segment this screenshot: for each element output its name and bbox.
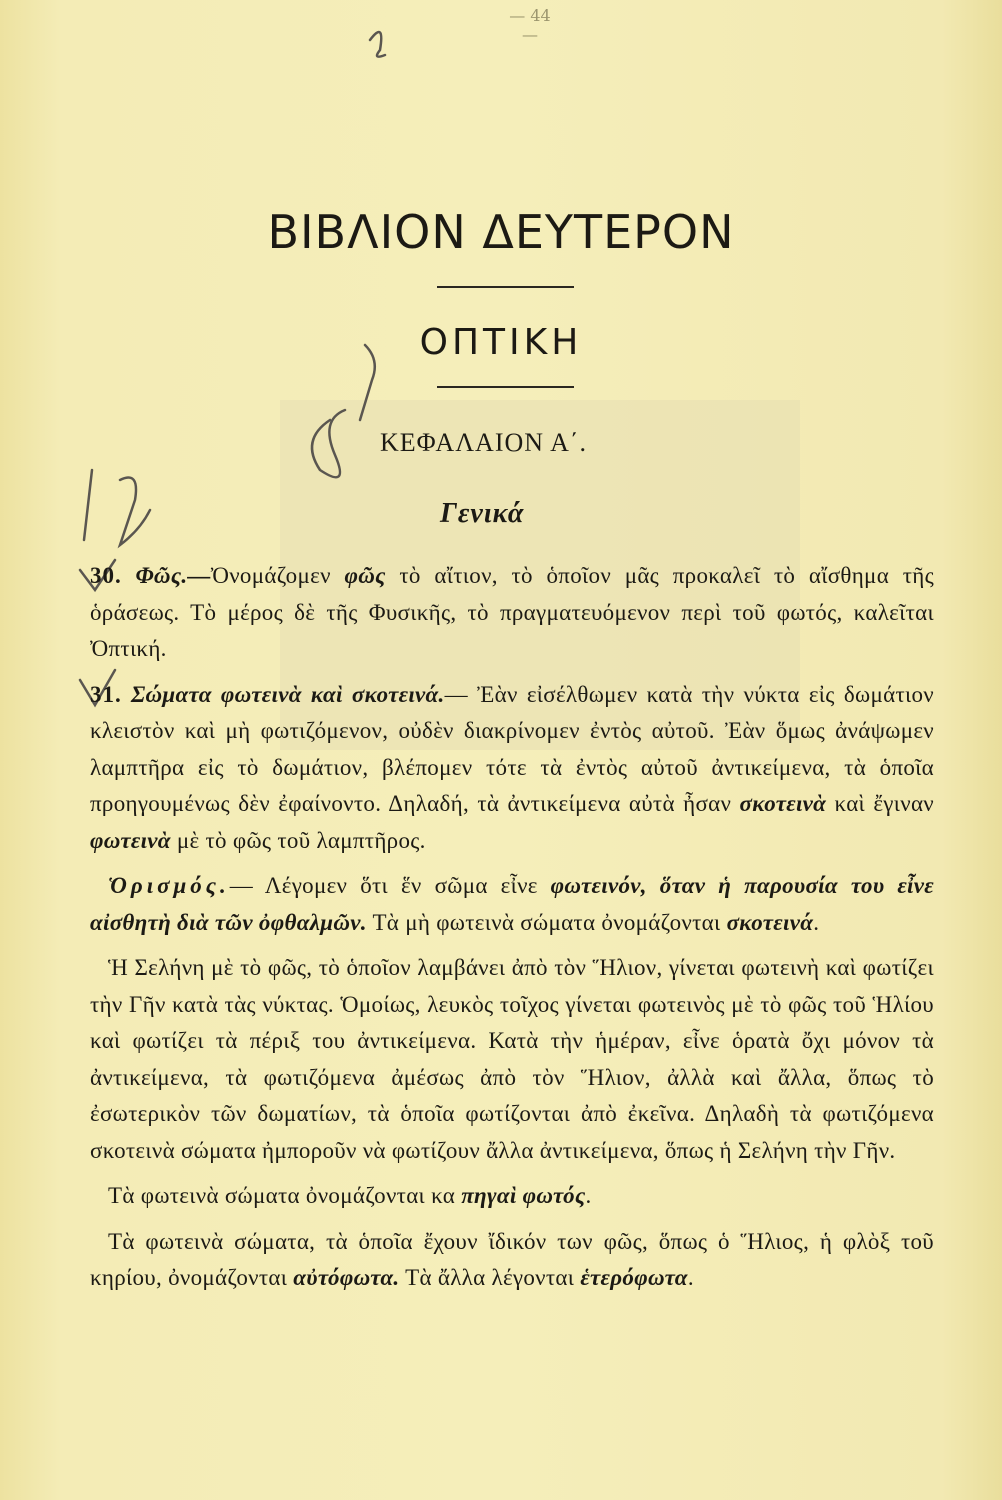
text-run: .: [813, 909, 820, 935]
book-title: ΒΙΒΛΙΟΝ ΔΕΥΤΕΡΟΝ: [267, 205, 735, 259]
text-run: Τὰ μὴ φωτεινὰ σώματα ὀνομάζονται: [366, 909, 727, 935]
emphasis: πηγαὶ φωτός: [461, 1183, 586, 1208]
emphasis: ἑτερόφωτα: [580, 1265, 688, 1290]
pencil-scribble: [370, 32, 385, 57]
self-luminous-paragraph: [90, 1224, 934, 1297]
text-run: Τὰ φωτεινὰ σώματα ὀνομάζονται κα: [108, 1183, 462, 1208]
section-title: Γενικά: [440, 498, 525, 529]
text-run: — Ἐὰν εἰσέλθωμεν κατὰ τὴν νύκτα εἰς δωμάτιον κλειστὸν καὶ μὴ φωτιζόμενον, οὐδὲν διακρίνομεν ἐντὸς αὐτοῦ. Ἐὰν ὅμως ἀνάψωμεν λαμπτῆρα εἰς τὸ δωμάτιον, βλέπομεν τότε τὰ ἐντὸς αὐτοῦ ἀντικείμενα, τὰ ὁποῖα προηγουμένως δὲν ἐφαίνοντο. Δηλαδή, τὰ ἀντικείμενα αὐτὰ ἦσαν: [90, 681, 934, 816]
definition-paragraph: [90, 868, 934, 941]
subject-title: ΟΠΤΙΚΗ: [419, 322, 583, 363]
pencil-eight-mark: [312, 410, 345, 477]
text-run: Τὰ ἄλλα λέγονται: [399, 1265, 581, 1290]
pencil-digits: [120, 478, 150, 546]
emphasis: φωτεινὰ: [90, 827, 171, 853]
text-run: Τὰ φωτεινὰ σώματα, τὰ ὁποῖα ἔχουν ἴδικόν των φῶς, ὅπως ὁ Ἥλιος, ἡ φλὸξ τοῦ κηρίου, ὀνομάζονται: [90, 1228, 934, 1290]
moon-paragraph: Ἡ Σελήνη μὲ τὸ φῶς, τὸ ὁποῖον λαμβάνει ἀπὸ τὸν Ἥλιον, γίνεται φωτεινὴ καὶ φωτίζει τὴν Γῆν κατὰ τὰς νύκτας. Ὁμοίως, λευκὸς τοῖχος γίνεται φωτεινὸς μὲ τὸ φῶς τοῦ Ἡλίου καὶ φωτίζει τὰ πέριξ του ἀντικείμενα. Κατὰ τὴν ἡμέραν, εἶνε ὁρατὰ ὄχι μόνον τὰ ἀντικείμενα, τὰ φωτιζόμενα ἀμέσως ἀπὸ τὸν Ἥλιον, ἀλλὰ καὶ ἄλλα, ὅπως τὸ ἐσωτερικὸν τῶν δωματίων, τὰ ὁποῖα φωτίζονται ἀπὸ ἐκεῖνα. Δηλαδὴ τὰ φωτιζόμενα σκοτεινὰ σώματα ἠμποροῦν νὰ φωτίζουν ἄλλα ἀντικείμενα, ὅπως ἡ Σελήνη τὴν Γῆν.: [90, 955, 934, 1163]
definition-label: Ὁρισμός.: [108, 873, 230, 898]
paragraph-heading: Φῶς.—: [135, 563, 211, 588]
pencil-stroke: [360, 345, 375, 420]
emphasis: φωτεινόν, ὅταν ἡ παρουσία του εἶνε αἰσθητὴ διὰ τῶν ὀφθαλμῶν.: [90, 873, 934, 935]
pencil-tick: [84, 470, 92, 540]
chapter-heading: ΚΕΦΑΛΑΙΟΝ Α΄.: [380, 428, 588, 457]
text-run: τὸ αἴτιον, τὸ ὁποῖον μᾶς προκαλεῖ τὸ αἴσθημα τῆς ὁράσεως. Τὸ μέρος δὲ τῆς Φυσικῆς, τὸ πραγματευόμενον περὶ τοῦ φωτός, καλεῖται Ὀπτική.: [90, 563, 934, 661]
text-run: — Λέγομεν ὅτι ἕν σῶμα εἶνε: [229, 873, 551, 898]
emphasis: σκοτεινὰ: [739, 791, 827, 816]
page-number: — 44 —: [509, 6, 551, 44]
text-run: .: [687, 1265, 694, 1290]
paragraph-heading: Σώματα φωτεινὰ καὶ σκοτεινά.: [130, 681, 445, 707]
paragraph-30: [90, 558, 934, 668]
sources-paragraph: [90, 1178, 934, 1215]
text-run: μὲ τὸ φῶς τοῦ λαμπτῆρος.: [170, 827, 426, 853]
emphasis: φῶς: [344, 563, 386, 588]
emphasis: αὐτόφωτα.: [293, 1265, 400, 1290]
text-run: καὶ ἔγιναν: [826, 791, 934, 816]
paragraph-31: [90, 677, 934, 860]
body-text: [90, 558, 934, 1306]
text-run: .: [585, 1183, 592, 1208]
text-run: Ὀνομάζομεν: [210, 563, 345, 588]
paragraph-number: 30.: [90, 563, 122, 588]
paragraph-number: 31.: [90, 681, 122, 707]
emphasis: σκοτεινά: [726, 909, 814, 935]
